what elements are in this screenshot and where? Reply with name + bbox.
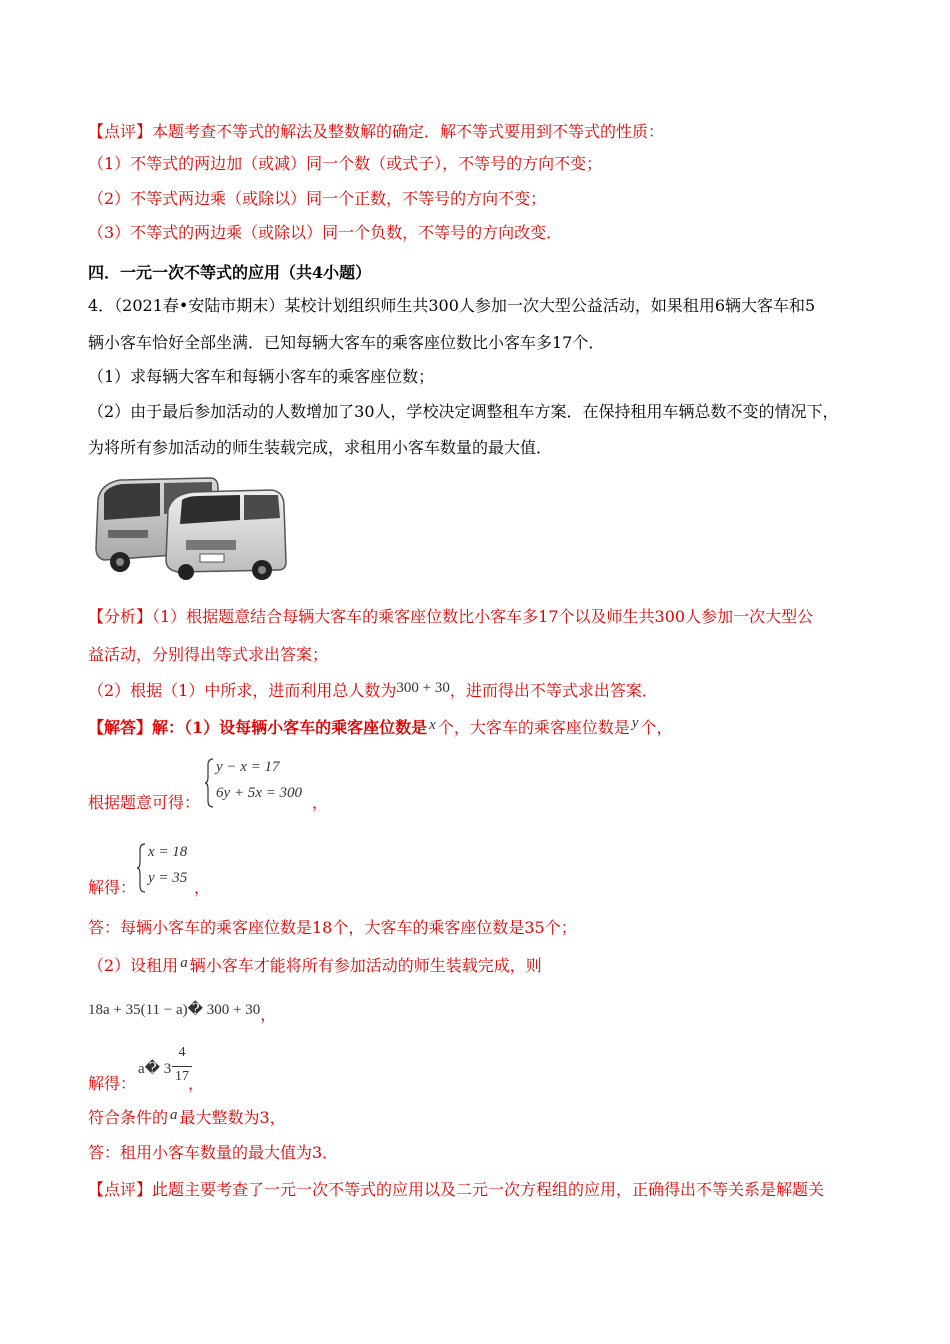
solution-line-1-end: 个， — [640, 718, 673, 737]
analysis-line-2: 益活动，分别得出等式求出答案； — [88, 645, 329, 664]
solution-intro: 【解答】解：（1）设每辆小客车的乘客座位数是 — [88, 718, 428, 737]
fraction-numerator: 4 — [178, 1045, 186, 1060]
bus-photo — [90, 470, 290, 582]
solution-line-5-start: （2）设租用 — [88, 956, 179, 975]
solution-line-7-start: 符合条件的 — [88, 1108, 169, 1127]
solution-line-4: 答：每辆小客车的乘客座位数是18个，大客车的乘客座位数是35个； — [88, 918, 577, 937]
problem-line-3: （1）求每辆大客车和每辆小客车的乘客座位数； — [88, 367, 435, 386]
solution-line-7-end: 最大整数为3， — [179, 1108, 286, 1127]
total-people-expr: 300 + 30 — [396, 680, 450, 696]
problem-line-4: （2）由于最后参加活动的人数增加了30人，学校决定调整租车方案．在保持租用车辆总数不变的情况下， — [88, 402, 839, 421]
problem-line-5: 为将所有参加活动的师生装载完成，求租用小客车数量的最大值． — [88, 438, 553, 457]
system-1-row-1: y − x = 17 — [216, 759, 280, 775]
var-a-2: a — [170, 1107, 178, 1123]
inequality-expr: 18a + 35(11 − a)� 300 + 30 — [88, 1002, 261, 1018]
solution-line-9: 【点评】此题主要考查了一元一次不等式的应用以及二元一次方程组的应用，正确得出不等关系是解题关 — [88, 1180, 825, 1199]
analysis-line-1: 【分析】（1）根据题意结合每辆大客车的乘客座位数比小客车多17个以及师生共300人参加一次大型公 — [88, 607, 814, 626]
solution-line-1 — [88, 717, 673, 740]
inequality-comma: ， — [260, 1005, 277, 1024]
inequality-line — [88, 998, 277, 1024]
system-1-row-2: 6y + 5x = 300 — [216, 785, 303, 801]
var-a: a — [180, 955, 188, 971]
equation-system-1 — [204, 757, 324, 809]
comment-line-2: （1）不等式的两边加（或减）同一个数（或式子），不等号的方向不变； — [88, 154, 603, 173]
brace-icon — [204, 757, 214, 809]
system-2-row-2: y = 35 — [148, 870, 188, 886]
solution-line-5 — [88, 955, 542, 978]
analysis-line-3 — [88, 680, 658, 703]
solution-line-8: 答：租用小客车数量的最大值为3． — [88, 1143, 339, 1162]
system-2-row-1: x = 18 — [148, 844, 188, 860]
comment-line-4: （3）不等式的两边乘（或除以）同一个负数，不等号的方向改变． — [88, 223, 563, 242]
result-comma: ， — [188, 1074, 205, 1093]
system-2-comma: ， — [194, 878, 211, 897]
solution-line-7 — [88, 1107, 286, 1130]
fraction-bar — [172, 1066, 192, 1067]
comment-line-3: （2）不等式两边乘（或除以）同一个正数，不等号的方向不变； — [88, 189, 547, 208]
comment-line-1: 【点评】本题考查不等式的解法及整数解的确定．解不等式要用到不等式的性质： — [88, 122, 665, 141]
solution-line-2: 根据题意可得： — [88, 793, 201, 812]
solution-line-1-mid: 个，大客车的乘客座位数是 — [437, 718, 630, 737]
problem-line-1: 4．（2021春•安陆市期末）某校计划组织师生共300人参加一次大型公益活动，如果租用6辆大客车和5 — [88, 296, 816, 315]
result-lhs: a� 3 — [138, 1061, 172, 1077]
fraction-denominator: 17 — [175, 1069, 189, 1084]
analysis-line-3-end: ，进而得出不等式求出答案． — [449, 681, 658, 700]
system-1-comma: ， — [312, 793, 329, 812]
problem-line-2: 辆小客车恰好全部坐满．已知每辆大客车的乘客座位数比小客车多17个． — [88, 333, 605, 352]
solution-line-5-end: 辆小客车才能将所有参加活动的师生装载完成，则 — [189, 956, 542, 975]
solution-line-3: 解得： — [88, 878, 137, 897]
solution-line-6: 解得： — [88, 1074, 137, 1093]
section-title: 四．一元一次不等式的应用（共4小题） — [88, 263, 372, 282]
brace-icon — [136, 842, 146, 894]
var-x: x — [429, 717, 436, 733]
var-y: y — [631, 715, 639, 731]
analysis-line-3-start: （2）根据（1）中所求，进而利用总人数为 — [88, 681, 397, 700]
